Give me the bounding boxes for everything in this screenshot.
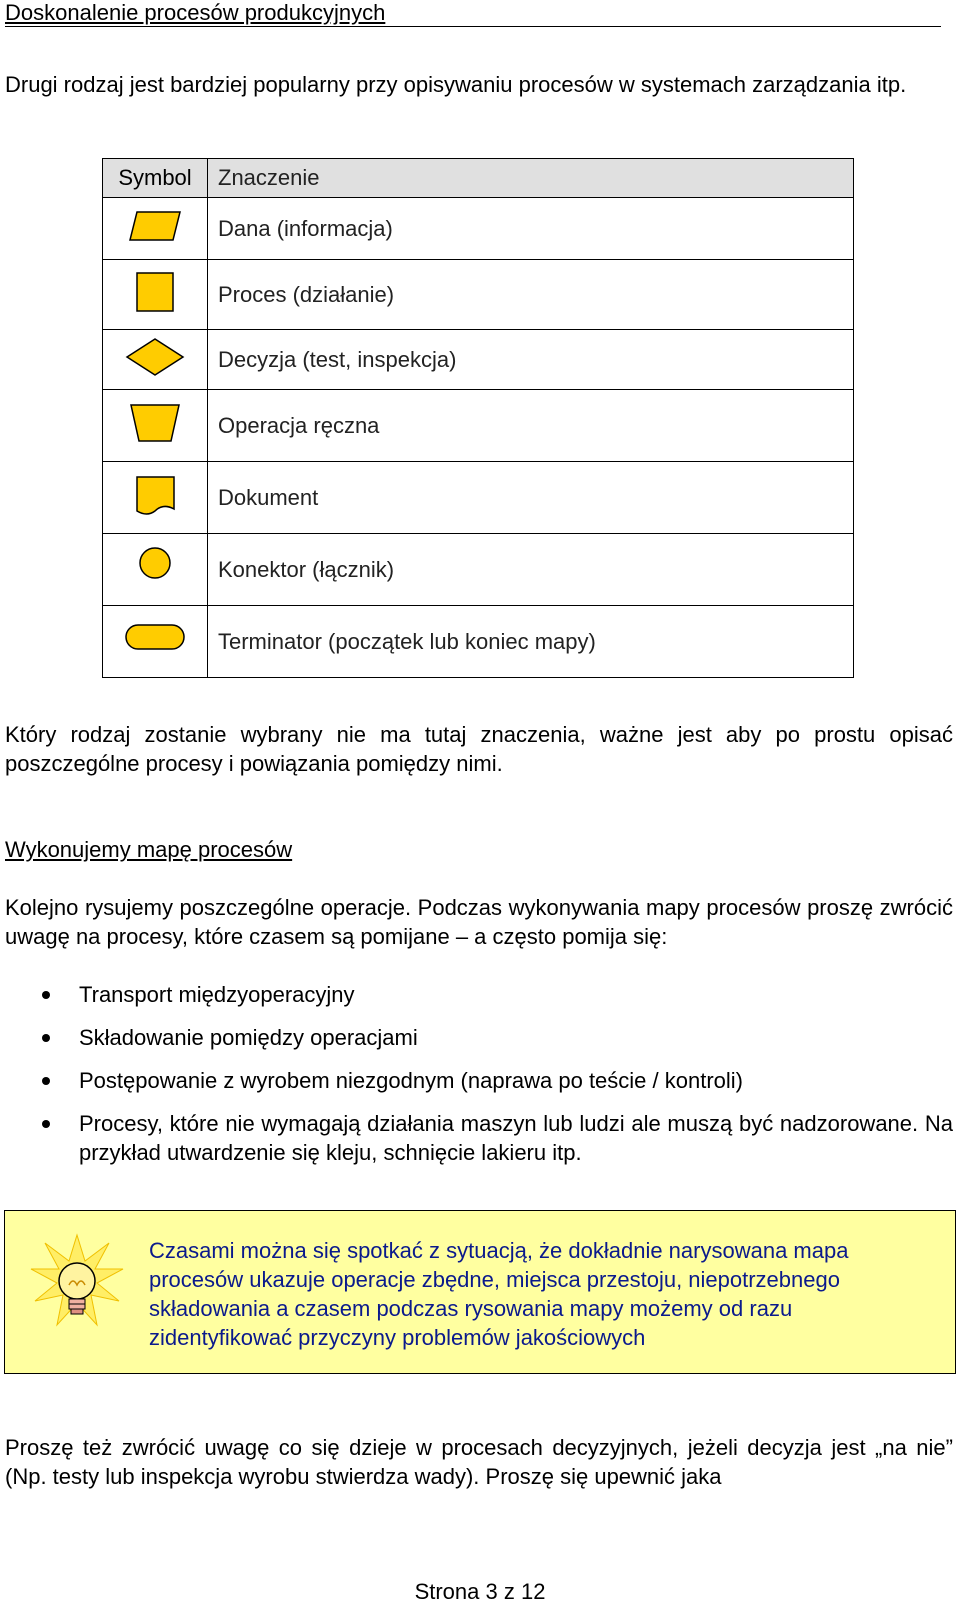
after-table-paragraph: Który rodzaj zostanie wybrany nie ma tutaj znaczenia, ważne jest aby po prostu opisać poszczególne procesy i powiązania pomiędzy nimi.: [5, 722, 953, 776]
tip-text: Czasami można się spotkać z sytuacją, że dokładnie narysowana mapa procesów ukazuje operacje zbędne, miejsca przestoju, niepotrzebnego składowania a czasem podczas rysowania mapy możemy od razu zidentyfikować przyczyny problemów jakościowych: [149, 1238, 849, 1350]
section-intro-paragraph: Kolejno rysujemy poszczególne operacje. Podczas wykonywania mapy procesów proszę zwrócić uwagę na procesy, które czasem są pomijane – a często pomija się:: [5, 895, 953, 949]
symbol-table-header: [103, 159, 854, 198]
terminator-rounded-icon: [123, 617, 187, 661]
closing-paragraph: Proszę też zwrócić uwagę co się dzieje w procesach decyzyjnych, jeżeli decyzja jest „na nie” (Np. testy lub inspekcja wyrobu stwierdza wady). Proszę się upewnić jaka: [5, 1435, 953, 1489]
list-item: Składowanie pomiędzy operacjami: [0, 1023, 953, 1052]
bullet-icon: [42, 991, 50, 999]
connector-circle-icon: [125, 545, 185, 589]
data-parallelogram-icon: [125, 206, 185, 246]
row-label: Konektor (łącznik): [208, 534, 854, 606]
table-row: [103, 462, 854, 534]
process-square-icon: [125, 270, 185, 314]
row-label: Decyzja (test, inspekcja): [208, 330, 854, 390]
table-row: [103, 390, 854, 462]
page-footer: Strona 3 z 12: [414, 1579, 546, 1604]
table-row: [103, 260, 854, 330]
row-label: Terminator (początek lub koniec mapy): [208, 606, 854, 678]
list-item: Postępowanie z wyrobem niezgodnym (naprawa po teście / kontroli): [0, 1066, 953, 1095]
bullet-icon: [42, 1034, 50, 1042]
list-item: Procesy, które nie wymagają działania maszyn lub ludzi ale muszą być nadzorowane. Na przykład utwardzenie się kleju, schnięcie lakieru itp.: [0, 1109, 953, 1167]
intro-paragraph: Drugi rodzaj jest bardziej popularny przy opisywaniu procesów w systemach zarządzania itp.: [5, 72, 907, 97]
list-item: Transport międzyoperacyjny: [0, 980, 953, 1009]
page-header: Doskonalenie procesów produkcyjnych: [5, 0, 941, 27]
table-row: [103, 198, 854, 260]
document-icon: [125, 473, 185, 517]
manual-operation-trapezoid-icon: [125, 401, 185, 445]
table-row: [103, 534, 854, 606]
section-title: Wykonujemy mapę procesów: [5, 837, 293, 862]
table-row: [103, 606, 854, 678]
row-label: Operacja ręczna: [208, 390, 854, 462]
symbol-table: [102, 158, 854, 678]
tip-box: [4, 1210, 956, 1374]
row-label: Dokument: [208, 462, 854, 534]
decision-diamond-icon: [123, 336, 187, 378]
bullet-list: [0, 980, 953, 1181]
bullet-icon: [42, 1077, 50, 1085]
header-symbol: Symbol: [103, 159, 208, 198]
lightbulb-icon: [29, 1233, 125, 1343]
header-meaning: Znaczenie: [208, 159, 854, 198]
row-label: Dana (informacja): [208, 198, 854, 260]
table-row: [103, 330, 854, 390]
row-label: Proces (działanie): [208, 260, 854, 330]
bullet-icon: [42, 1120, 50, 1128]
